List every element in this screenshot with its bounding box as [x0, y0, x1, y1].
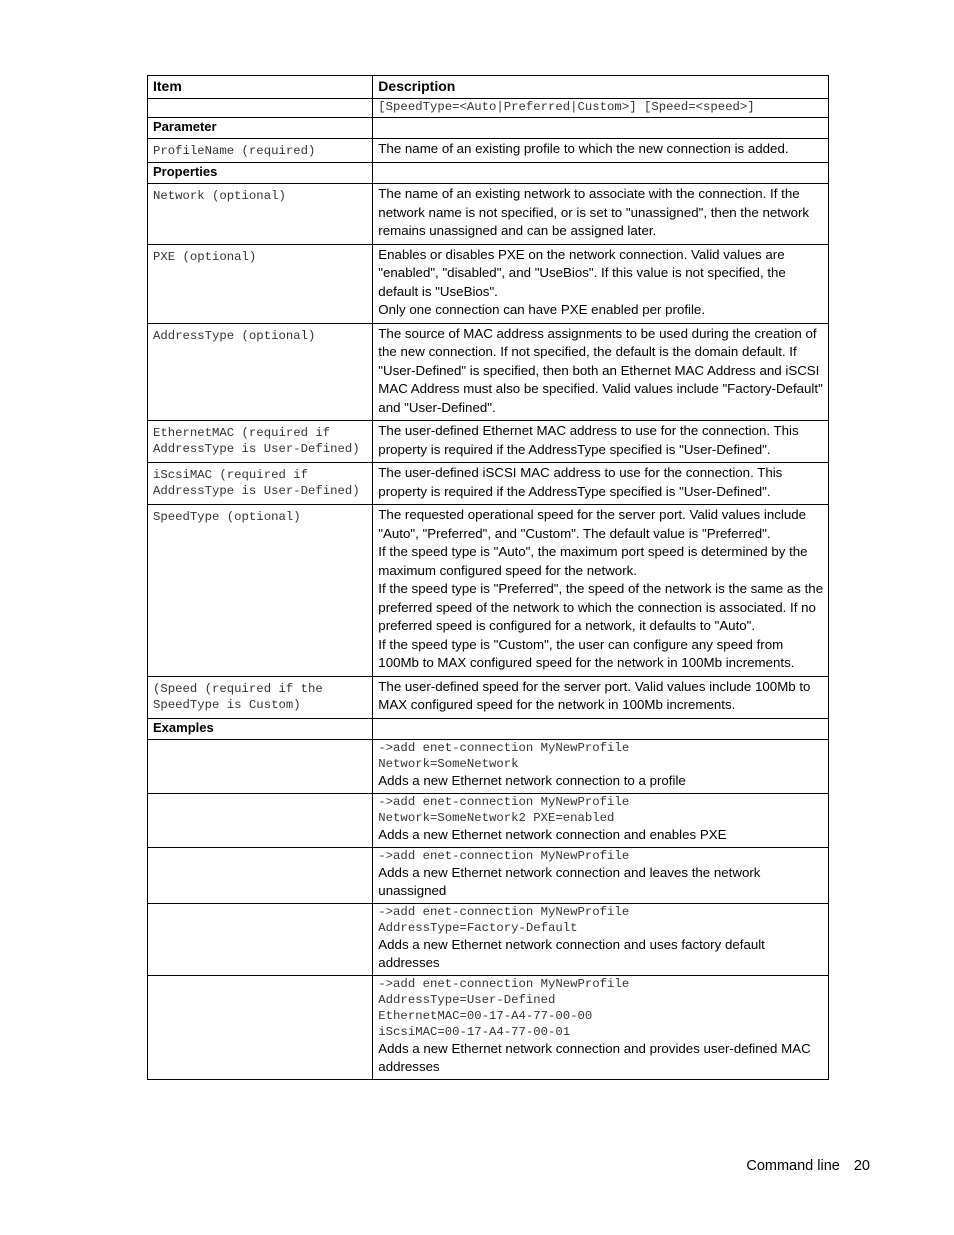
- table-header-row: [148, 76, 829, 99]
- description-paragraph: Enables or disables PXE on the network connection. Valid values are "enabled", "disabled", and "UseBios". If this value is not specified, the default is "UseBios".: [378, 246, 786, 299]
- section-heading-properties: Properties: [148, 163, 373, 184]
- item-description: [373, 463, 829, 505]
- example-row: [148, 793, 829, 847]
- property-row: [148, 676, 829, 718]
- description-paragraph: If the speed type is "Preferred", the speed of the network is the same as the preferred speed of the network to which the connection is associated. If no preferred speed is configured for a network, it defaults to "Auto".: [378, 581, 824, 633]
- item-name: Network (optional): [148, 184, 373, 245]
- page-footer: [746, 1158, 870, 1174]
- description-paragraph: The user-defined Ethernet MAC address to use for the connection. This property is required if the AddressType specified is "User-Defined".: [378, 423, 799, 457]
- example-row: [148, 847, 829, 903]
- description-paragraph: The name of an existing network to associate with the connection. If the network name is not specified, or is set to "unassigned", then the network remains unassigned and can be assigned later.: [378, 186, 810, 238]
- example-command: ->add enet-connection MyNewProfile: [378, 794, 630, 809]
- description-paragraph: The requested operational speed for the server port. Valid values include "Auto", "Preferred", and "Custom". The default value is "Preferred".: [378, 507, 807, 541]
- empty-cell: [148, 847, 373, 903]
- example-command: AddressType=User-Defined: [378, 992, 556, 1007]
- example-command: Network=SomeNetwork2 PXE=enabled: [378, 810, 615, 825]
- description-paragraph: Only one connection can have PXE enabled per profile.: [378, 302, 706, 317]
- example-command: iScsiMAC=00-17-A4-77-00-01: [378, 1024, 571, 1039]
- example-row: [148, 739, 829, 793]
- section-row-parameter: [148, 118, 829, 139]
- item-name: PXE (optional): [148, 244, 373, 323]
- example-cell: [373, 739, 829, 793]
- example-cell: [373, 975, 829, 1079]
- example-cell: [373, 903, 829, 975]
- description-paragraph: If the speed type is "Custom", the user can configure any speed from 100Mb to MAX configured speed for the network in 100Mb increments.: [378, 636, 795, 670]
- property-row: [148, 505, 829, 677]
- property-row: [148, 421, 829, 463]
- item-name: SpeedType (optional): [148, 505, 373, 677]
- description-paragraph: If the speed type is "Auto", the maximum port speed is determined by the maximum configured speed for the network.: [378, 544, 808, 578]
- item-name: (Speed (required if the SpeedType is Custom): [148, 676, 373, 718]
- section-heading-parameter: Parameter: [148, 118, 373, 139]
- empty-cell: [373, 163, 829, 184]
- item-name: ProfileName (required): [148, 139, 373, 163]
- section-row-examples: [148, 718, 829, 739]
- item-name: EthernetMAC (required if AddressType is User-Defined): [148, 421, 373, 463]
- section-row-properties: [148, 163, 829, 184]
- syntax-continuation-row: [148, 99, 829, 118]
- property-row: [148, 463, 829, 505]
- example-description: Adds a new Ethernet network connection and enables PXE: [378, 826, 727, 842]
- empty-cell: [148, 975, 373, 1079]
- column-header-description: Description: [373, 76, 829, 99]
- item-name: AddressType (optional): [148, 323, 373, 421]
- example-command: Network=SomeNetwork: [378, 756, 519, 771]
- item-description: [373, 139, 829, 163]
- item-name: iScsiMAC (required if AddressType is User-Defined): [148, 463, 373, 505]
- example-command: AddressType=Factory-Default: [378, 920, 578, 935]
- column-header-item: Item: [148, 76, 373, 99]
- item-description: [373, 421, 829, 463]
- description-paragraph: The user-defined speed for the server port. Valid values include 100Mb to MAX configured speed for the network in 100Mb increments.: [378, 678, 811, 712]
- example-command: ->add enet-connection MyNewProfile: [378, 904, 630, 919]
- empty-cell: [373, 118, 829, 139]
- item-description: [373, 323, 829, 421]
- empty-cell: [373, 718, 829, 739]
- property-row: [148, 323, 829, 421]
- section-heading-examples: Examples: [148, 718, 373, 739]
- description-paragraph: The source of MAC address assignments to be used during the creation of the new connection. If not specified, the default is the domain default. If "User-Defined" is specified, then both an Ethernet MAC Address and iSCSI MAC Address must also be specified. Valid values include "Factory-Default" and "User-Defined".: [378, 325, 823, 415]
- item-description: [373, 676, 829, 718]
- item-description: [373, 184, 829, 245]
- example-command: ->add enet-connection MyNewProfile: [378, 976, 630, 991]
- example-description: Adds a new Ethernet network connection to a profile: [378, 772, 686, 788]
- syntax-continuation: [SpeedType=<Auto|Preferred|Custom>] [Speed=<speed>]: [373, 99, 829, 118]
- parameter-table: [147, 75, 829, 1080]
- example-cell: [373, 793, 829, 847]
- item-description: [373, 505, 829, 677]
- parameter-row: [148, 139, 829, 163]
- item-description: [373, 244, 829, 323]
- footer-section-title: Command line: [746, 1158, 840, 1174]
- example-command: ->add enet-connection MyNewProfile: [378, 740, 630, 755]
- example-command: ->add enet-connection MyNewProfile: [378, 848, 630, 863]
- empty-cell: [148, 903, 373, 975]
- property-row: [148, 244, 829, 323]
- page-number: 20: [853, 1158, 870, 1174]
- empty-cell: [148, 99, 373, 118]
- property-row: [148, 184, 829, 245]
- example-description: Adds a new Ethernet network connection and uses factory default addresses: [378, 936, 765, 970]
- description-paragraph: The user-defined iSCSI MAC address to use for the connection. This property is required if the AddressType specified is "User-Defined".: [378, 465, 783, 499]
- example-command: EthernetMAC=00-17-A4-77-00-00: [378, 1008, 593, 1023]
- empty-cell: [148, 793, 373, 847]
- example-cell: [373, 847, 829, 903]
- example-description: Adds a new Ethernet network connection and provides user-defined MAC addresses: [378, 1040, 811, 1074]
- description-paragraph: The name of an existing profile to which the new connection is added.: [378, 141, 789, 156]
- example-row: [148, 903, 829, 975]
- example-row: [148, 975, 829, 1079]
- empty-cell: [148, 739, 373, 793]
- example-description: Adds a new Ethernet network connection and leaves the network unassigned: [378, 864, 761, 898]
